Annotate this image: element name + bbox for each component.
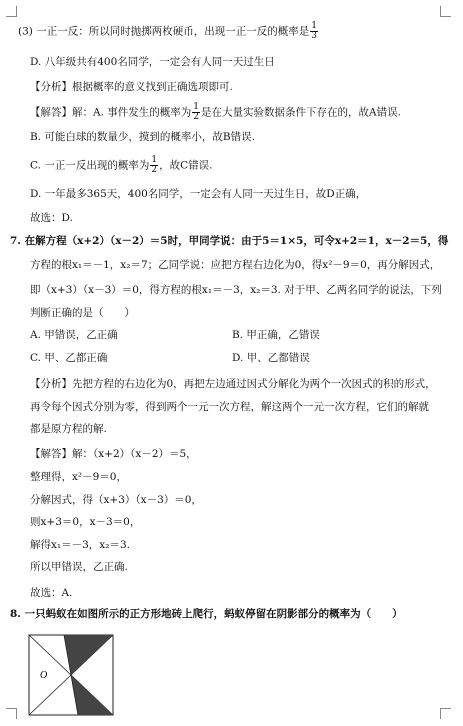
line-solution-c	[30, 156, 212, 175]
line-answer-d: 故选：D.	[30, 212, 73, 224]
analysis-line-1: 【分析】先把方程的右边化为0，再把左边通过因式分解化为两个一次因式的积的形式，	[30, 378, 436, 390]
line-part3-probability	[18, 22, 319, 41]
solution-line-6: 所以甲错误，乙正确.	[30, 561, 128, 573]
crop-mark-top-right	[440, 6, 451, 17]
numerator: 1	[151, 155, 158, 165]
line-solution-d: D. 一年最多365天，400名同学，一定会有人同一天过生日，故D正确，	[30, 188, 367, 200]
question-7-line-4: 判断正确的是（ ）	[30, 307, 135, 319]
denominator: 2	[193, 112, 199, 122]
question-7-line-2: 方程的根x₁＝－1，x₂＝7；乙同学说：应把方程右边化为0，得x²－9＝0，再分解因式，	[30, 259, 441, 271]
center-label: O	[40, 670, 48, 681]
option-a: A. 甲错误，乙正确	[30, 329, 118, 341]
crop-mark-bottom-left	[6, 708, 17, 719]
solution-line-1: 【解答】解：（x+2）（x－2）＝5，	[30, 448, 197, 460]
text: (3) 一正一反：所以同时抛掷两枚硬币，出现一正一反的概率是	[18, 25, 310, 38]
question-7-line-1: 7. 在解方程（x+2）（x－2）＝5时，甲同学说：由于5＝1×5，可令x+2＝1，x－2＝5，得	[10, 235, 449, 247]
answer-line: 故选：A.	[30, 587, 73, 599]
line-solution-a	[30, 103, 401, 122]
text: C. 一正一反出现的概率为	[30, 159, 150, 172]
line-solution-b: B. 可能白球的数量少，摸到的概率小，故B错误.	[30, 131, 255, 143]
question-8: 8. 一只蚂蚁在如图所示的正方形地砖上爬行，蚂蚁停留在阴影部分的概率为（ ）	[10, 608, 403, 620]
fraction-one-third	[310, 22, 318, 41]
solution-line-3: 分解因式，得（x+3）（x－3）＝0，	[30, 494, 202, 506]
solution-line-2: 整理得，x²－9＝0，	[30, 471, 127, 483]
line-option-d: D. 八年级共有400名同学，一定会有人同一天过生日	[30, 56, 275, 68]
option-d: D. 甲、乙都错误	[232, 352, 310, 364]
numerator: 1	[311, 21, 317, 31]
option-b: B. 甲正确，乙错误	[232, 329, 320, 341]
line-analysis: 【分析】根据概率的意义找到正确选项即可.	[30, 81, 233, 93]
text: ，故C错误.	[159, 159, 213, 172]
solution-line-5: 解得x₁＝－3，x₂＝3.	[30, 539, 130, 551]
fraction-one-half	[150, 156, 158, 175]
text: 【解答】解：A. 事件发生的概率为	[30, 106, 192, 119]
crop-mark-bottom-right	[440, 708, 451, 719]
option-c: C. 甲、乙都正确	[30, 352, 108, 364]
denominator: 3	[311, 31, 317, 41]
crop-mark-top-left	[6, 6, 17, 17]
square-tile-figure	[28, 634, 114, 716]
denominator: 2	[151, 165, 158, 175]
solution-line-4: 则x+3＝0，x－3＝0，	[30, 516, 141, 528]
question-7-line-3: 即（x+3）（x－3）＝0，得方程的根x₁＝－3，x₂＝3. 对于甲、乙两名同学的说法，下列	[30, 284, 442, 296]
numerator: 1	[193, 102, 199, 112]
analysis-line-3: 都是原方程的解.	[30, 423, 107, 435]
fraction-one-half	[192, 103, 200, 122]
text: 是在大量实验数据条件下存在的，故A错误.	[201, 106, 401, 119]
analysis-line-2: 再令每个因式分别为零，得到两个一元一次方程，解这两个一元一次方程，它们的解就	[30, 401, 429, 413]
